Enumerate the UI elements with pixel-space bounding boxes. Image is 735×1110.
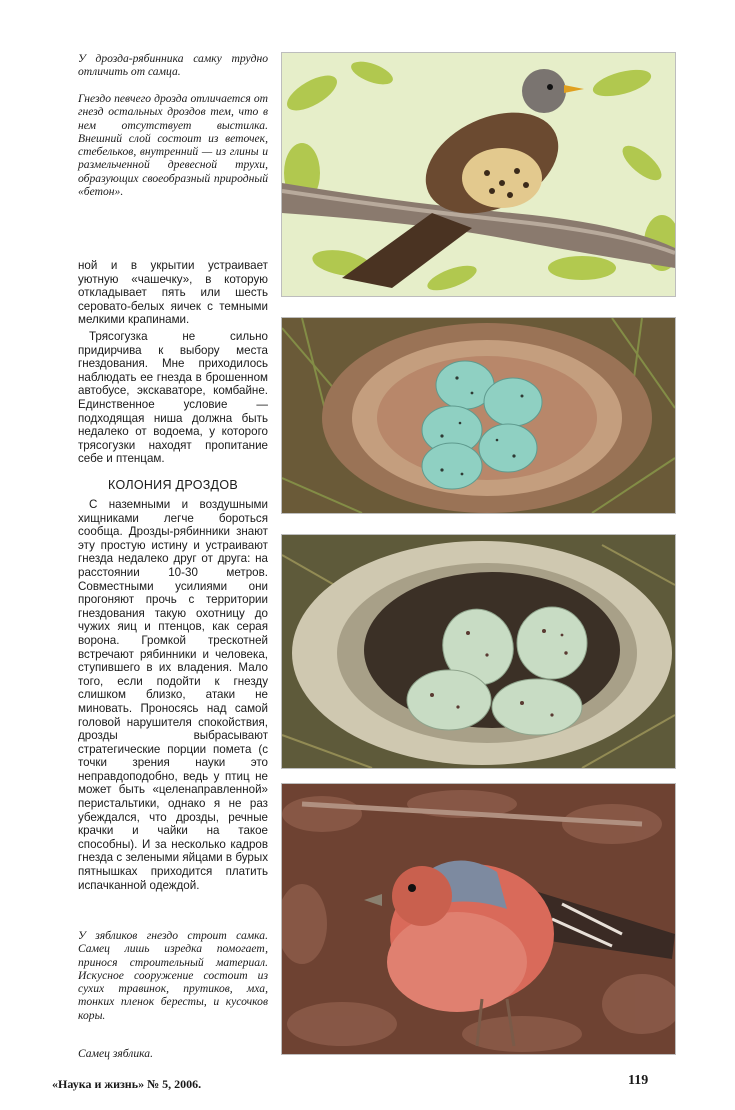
- caption-fieldfare: У дрозда-рябинника самку трудно отличить от самца.: [78, 52, 268, 79]
- photo-fieldfare: [281, 52, 676, 297]
- caption-chaffinch-nest: У зябликов гнездо строит самка. Самец лишь изредка помогает, принося строительный материал. Искусное сооружение состоит из сухих травинок, прутиков, мха, тонких пленок бересты, и кусочков коры.: [78, 929, 268, 1022]
- article-paragraph-3: С наземными и воздушными хищниками легче бороться сообща. Дрозды-рябинники знают эту простую истину и устраивают гнезда недалеко друг от друга: на расстоянии 10-30 метров. Совместными усилиями они прогоняют прочь с территории гнездования такую охотницу до чужих яиц и птенцов, как серая ворона. Громкой трескотней встречают рябинники и человека, ступившего в их владения. Мало того, если подойти к гнезду слишком близко, атаки не миновать. Проносясь над самой головой нарушителя спокойствия, дрозды выбрасывают стратегические порции помета (с точки зрения науки это неправдоподобно, ведь у птиц не может быть «целенаправленной» перистальтики, однако я не раз убеждался, что дрозды, речные крачки и чайки на такое способны). И за несколько кадров гнезда с зелеными яйцами в бурых пятнышках приходится платить испачканной одеждой.: [78, 498, 268, 892]
- section-heading: КОЛОНИЯ ДРОЗДОВ: [108, 478, 238, 492]
- article-paragraph-1: ной и в укрытии устраивает уютную «чашечку», в которую откладывает пять или шесть серовато-белых яичек с темными мелкими крапинами.: [78, 259, 268, 327]
- article-paragraph-2: Трясогузка не сильно придирчива к выбору места гнездования. Мне приходилось наблюдать ее гнезда в брошенном автобусе, экскаваторе, комбайне. Единственное условие — подходящая ниша должна быть недалеко от водоема, у которого трясогузки находят пропитание себе и птенцам.: [78, 330, 268, 466]
- caption-song-thrush-nest: Гнездо певчего дрозда отличается от гнезд остальных дроздов тем, что в нем отсутствует выстилка. Внешний слой состоит из веточек, стебельков, внутренний — из глины и размельченной древесной трухи, образующих своеобразный природный «бетон».: [78, 92, 268, 199]
- photo-chaffinch-male: [281, 783, 676, 1055]
- caption-chaffinch-male: Самец зяблика.: [78, 1047, 153, 1060]
- page-number: 119: [628, 1073, 649, 1088]
- journal-footer: «Наука и жизнь» № 5, 2006.: [52, 1077, 202, 1091]
- photo-chaffinch-nest: [281, 534, 676, 769]
- photo-song-thrush-nest: [281, 317, 676, 514]
